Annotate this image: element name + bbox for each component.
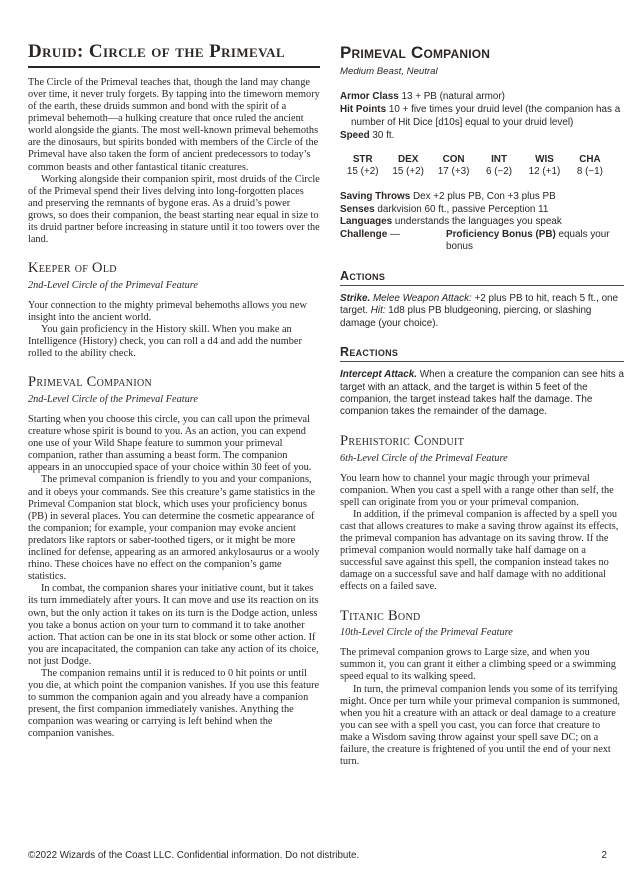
ability-con: CON 17 (+3) [437,153,470,178]
companion-paragraph-1: Starting when you choose this circle, you can call upon the primeval creature whose spirit is bound to you. As an action, you can expend one use of your Wild Shape feature to summon your primeval companion, rather than assuming a beast form. The companion appears in an unoccupied space of your choice within 30 feet of you. [28,414,312,474]
languages-line: Languages understands the languages you speak [340,216,562,228]
intercept-attack-reaction: Intercept Attack. When a creature the companion can see hits a target with an attack, and the target is within 5 feet of the companion, the target instead takes half the damage. The companion takes the remainder of the damage. [340,369,624,418]
right-column [340,42,624,768]
ability-cha: CHA 8 (−1) [576,153,603,178]
heading-keeper-of-old: Keeper of Old [28,260,117,277]
page-title: Druid: Circle of the Primeval [28,42,320,68]
conduit-paragraph-1: You learn how to channel your magic through your primeval companion. When you cast a spell with a range other than self, the spell can originate from you or your primeval companion. [340,472,614,508]
two-column-layout [28,41,624,768]
proficiency-bonus: Proficiency Bonus (PB) equals your bonus [446,228,610,253]
subtitle-titanic-bond: 10th-Level Circle of the Primeval Feature [340,627,513,639]
conduit-paragraph-2: In addition, if the primeval companion is affected by a spell you cast that allows creatures to make a saving throw against its effects, the primeval companion has advantage on its saving throw. If the primeval companion would normally take half damage on a successful save against this spell, the companion instead takes no damage on a successful save and half damage with no additional effects on a failed save. [340,508,619,593]
companion-paragraph-3: In combat, the companion shares your initiative count, but it takes its turn immediately after yours. It can move and use its reaction on its own, but the only action it takes on its turn is the Dodge action, unless you take a bonus action on your turn to command it to take another action. That action can be one in its stat block or some other action. If you are incapacitated, the companion can take any action of its choice, not just Dodge. [28,583,319,667]
challenge-line [340,229,624,254]
ability-dex: DEX 15 (+2) [392,153,424,178]
heading-titanic-bond: Titanic Bond [340,607,421,624]
bond-paragraph-1: The primeval companion grows to Large size, and when you summon it, you can grant it either a climbing speed or a swimming speed equal to its walking speed. [340,647,616,683]
heading-prehistoric-conduit: Prehistoric Conduit [340,432,465,449]
companion-paragraph-4: The companion remains until it is reduced to 0 hit points or until you die, at which point the companion vanishes. If you use this feature to summon the companion again and you already have a companion present, the first companion immediately vanishes. Anything the companion was wearing or carrying is left behind when the companion vanishes. [28,667,320,740]
speed-label: Speed [340,130,370,142]
ability-wis: WIS 12 (+1) [528,153,561,178]
ability-int: INT 6 (−2) [485,153,513,178]
hit-points-line [340,104,624,129]
ability-scores-table [340,154,613,180]
subtitle-prehistoric-conduit: 6th-Level Circle of the Primeval Feature [340,452,508,464]
hit-points-label: Hit Points [340,104,387,116]
actions-heading: Actions [340,269,624,286]
keeper-paragraph-1: Your connection to the mighty primeval behemoths allows you new insight into the ancient world. [28,299,307,323]
stat-block-name: Primeval Companion [340,43,491,62]
reactions-heading: Reactions [340,345,624,362]
speed-value: 30 ft. [372,130,395,142]
copyright-notice: ©2022 Wizards of the Coast LLC. Confidential information. Do not distribute. [28,850,360,861]
armor-class-label: Armor Class [340,90,399,102]
companion-paragraph-2: The primeval companion is friendly to you and your companions, and it obeys your commands. See this creature’s game statistics in the Primeval Companion stat block, which uses your proficiency bonus (PB) in several places. You can determine the cosmetic appearance of the companion; for example, your companion may evoke ancient predators like raptors or saber-toothed tigers, or it might be more inclined for defense, appearing as an armored ankylosaurus or a wooly rhino. These choices have no effect on the companion’s game statistics. [28,474,320,583]
challenge-label: Challenge — [340,228,400,240]
keeper-paragraph-2: You gain proficiency in the History skill. When you make an Intelligence (History) check, you can roll a d4 and add the number rolled to the ability check. [28,324,302,360]
armor-class-line [340,91,624,103]
armor-class-value: 13 + PB (natural armor) [401,90,505,102]
strike-name: Strike. [340,292,371,304]
saving-throws-line: Saving Throws Dex +2 plus PB, Con +3 plus PB [340,191,556,203]
ability-str: STR 15 (+2) [346,153,379,178]
intro-paragraph-1: The Circle of the Primeval teaches that, though the land may change over time, it never truly forgets. By tapping into the timeworn memory of the earth, these druids summon and bond with the spirit of a primeval behemoth—a hulking creature that once ruled the ancient world alongside the giants. The most well-known primeval behemoths are the dinosaurs, but spirits bonded with members of the Circle of the Primeval have also taken the form of ancient predecessors to today’s common beasts and other fantastical titanic creatures. [28,76,320,173]
senses-line: Senses darkvision 60 ft., passive Perception 11 [340,203,549,215]
left-column [28,42,320,768]
speed-line [340,130,624,142]
page-footer [28,850,607,861]
heading-primeval-companion-feature: Primeval Companion [28,374,152,391]
stat-block [340,44,624,419]
hit-points-value: 10 + five times your druid level (the companion has a number of Hit Dice [d10s] equal to your druid level) [351,104,621,128]
intro-paragraph-2: Working alongside their companion spirit, most druids of the Circle of the Primeval spend their lives delving into long-forgotten places and preserving the remnants of bygone eras. As a druid’s power grows, so does their companion, the beast starting near equal in size to its druid partner before increasing in stature until it too towers over the land. [28,173,320,246]
intercept-name: Intercept Attack. [340,369,418,381]
stat-block-meta: Medium Beast, Neutral [340,65,438,77]
page-number: 2 [601,850,607,861]
subtitle-keeper-of-old: 2nd-Level Circle of the Primeval Feature [28,279,198,291]
bond-paragraph-2: In turn, the primeval companion lends you some of its terrifying might. Once per turn while your primeval companion is summoned, when you hit a creature with an attack or deal damage to a creature you can see with a spell you cast, you can force that creature to make a Wisdom saving throw against your spell save DC; on a failure, the creature is frightened of you until the end of your next turn. [340,683,620,768]
strike-action: Strike. Melee Weapon Attack: +2 plus PB to hit, reach 5 ft., one target. Hit: 1d8 plus PB bludgeoning, piercing, or slashing damage (your choice). [340,292,619,329]
subtitle-primeval-companion-feature: 2nd-Level Circle of the Primeval Feature [28,394,198,406]
